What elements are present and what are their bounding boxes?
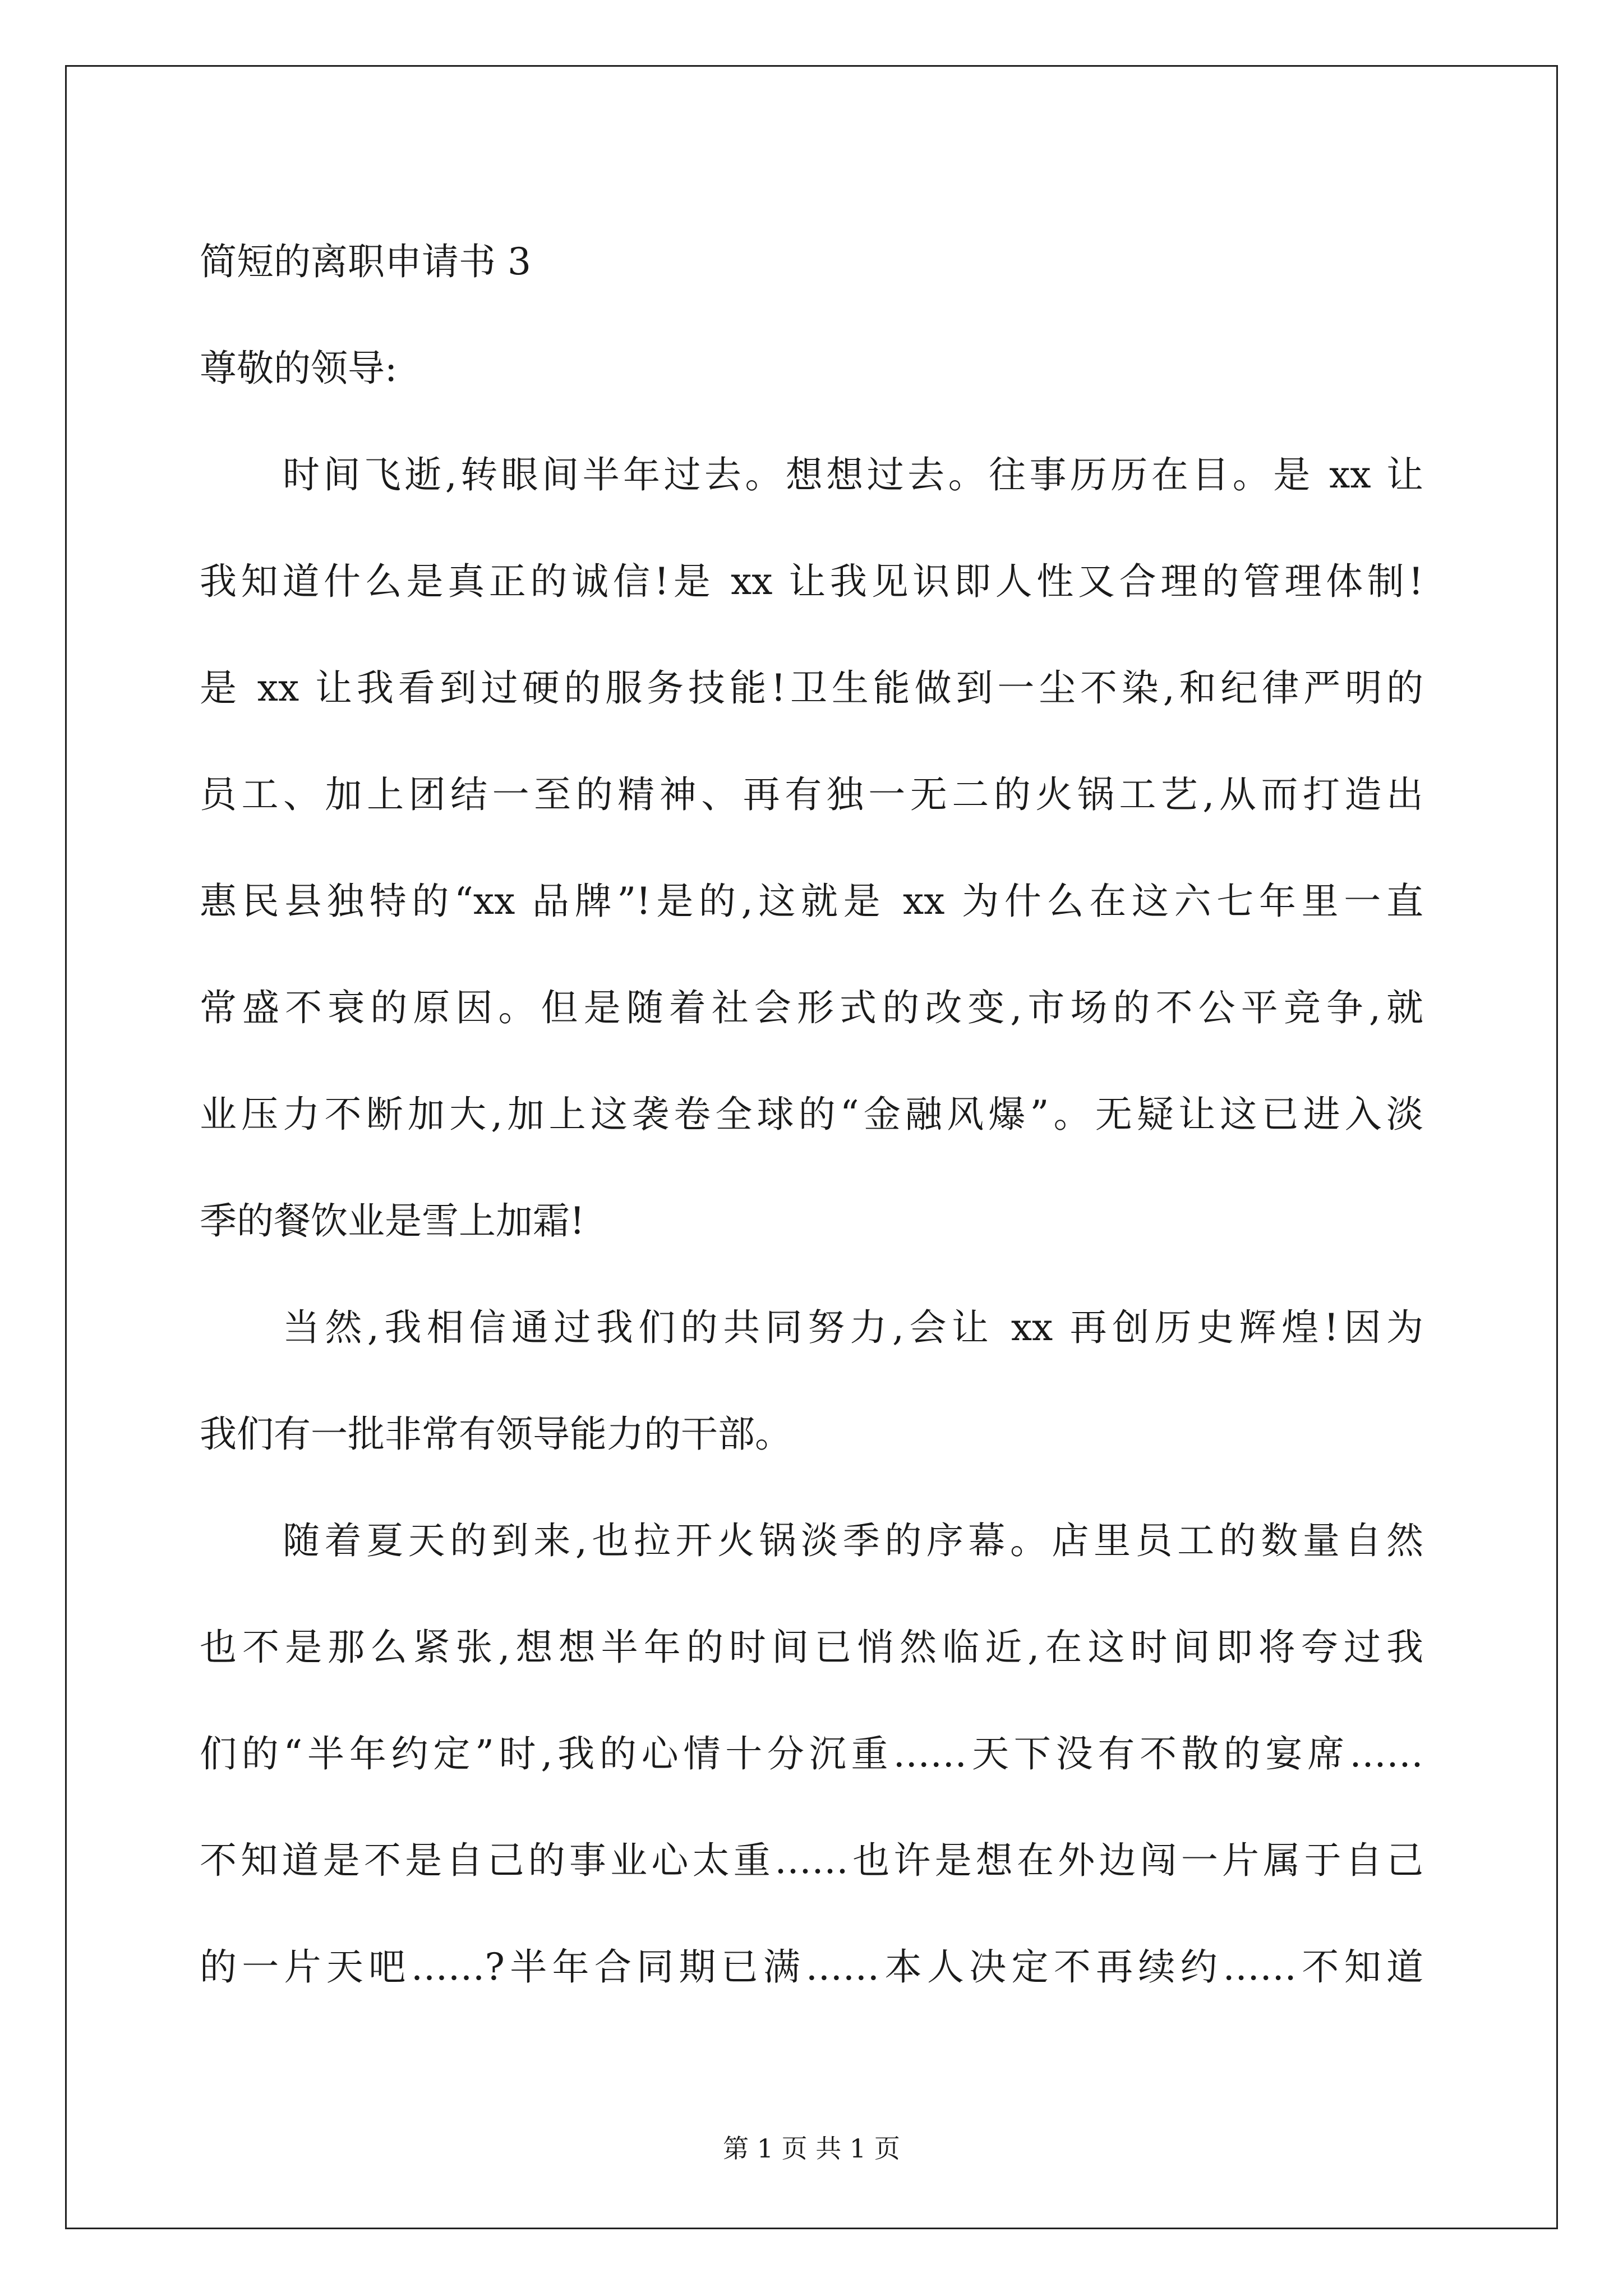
text-line: 当然,我相信通过我们的共同努力,会让 xx 再创历史辉煌!因为 (283, 1306, 1423, 1349)
text-line: 的一片天吧……?半年合同期已满……本人决定不再续约……不知道 (200, 1945, 1423, 1989)
text-line: 是 xx 让我看到过硬的服务技能!卫生能做到一尘不染,和纪律严明的 (200, 666, 1423, 710)
text-line: 不知道是不是自己的事业心太重……也许是想在外边闯一片属于自己 (200, 1839, 1423, 1882)
document-title: 简短的离职申请书 3 (200, 240, 531, 283)
text-line: 我们有一批非常有领导能力的干部。 (200, 1412, 792, 1456)
text-line: 我知道什么是真正的诚信!是 xx 让我见识即人性又合理的管理体制! (200, 560, 1423, 603)
document-body (200, 209, 1423, 2021)
text-line: 业压力不断加大,加上这袭卷全球的“金融风爆”。无疑让这已进入淡 (200, 1093, 1423, 1136)
page-footer: 第 1 页 共 1 页 (723, 2133, 900, 2164)
text-line: 时间飞逝,转眼间半年过去。想想过去。往事历历在目。是 xx 让 (283, 453, 1423, 496)
text-line: 惠民县独特的“xx 品牌”!是的,这就是 xx 为什么在这六七年里一直 (200, 880, 1423, 923)
text-line: 们的“半年约定”时,我的心情十分沉重……天下没有不散的宴席…… (200, 1732, 1423, 1775)
text-line: 常盛不衰的原因。但是随着社会形式的改变,市场的不公平竞争,就 (200, 986, 1423, 1029)
text-line: 随着夏天的到来,也拉开火锅淡季的序幕。店里员工的数量自然 (283, 1519, 1423, 1562)
text-line: 员工、加上团结一至的精神、再有独一无二的火锅工艺,从而打造出 (200, 773, 1423, 816)
text-line: 也不是那么紧张,想想半年的时间已悄然临近,在这时间即将夸过我 (200, 1626, 1423, 1669)
salutation: 尊敬的领导: (200, 347, 398, 390)
text-line: 季的餐饮业是雪上加霜! (200, 1199, 585, 1243)
